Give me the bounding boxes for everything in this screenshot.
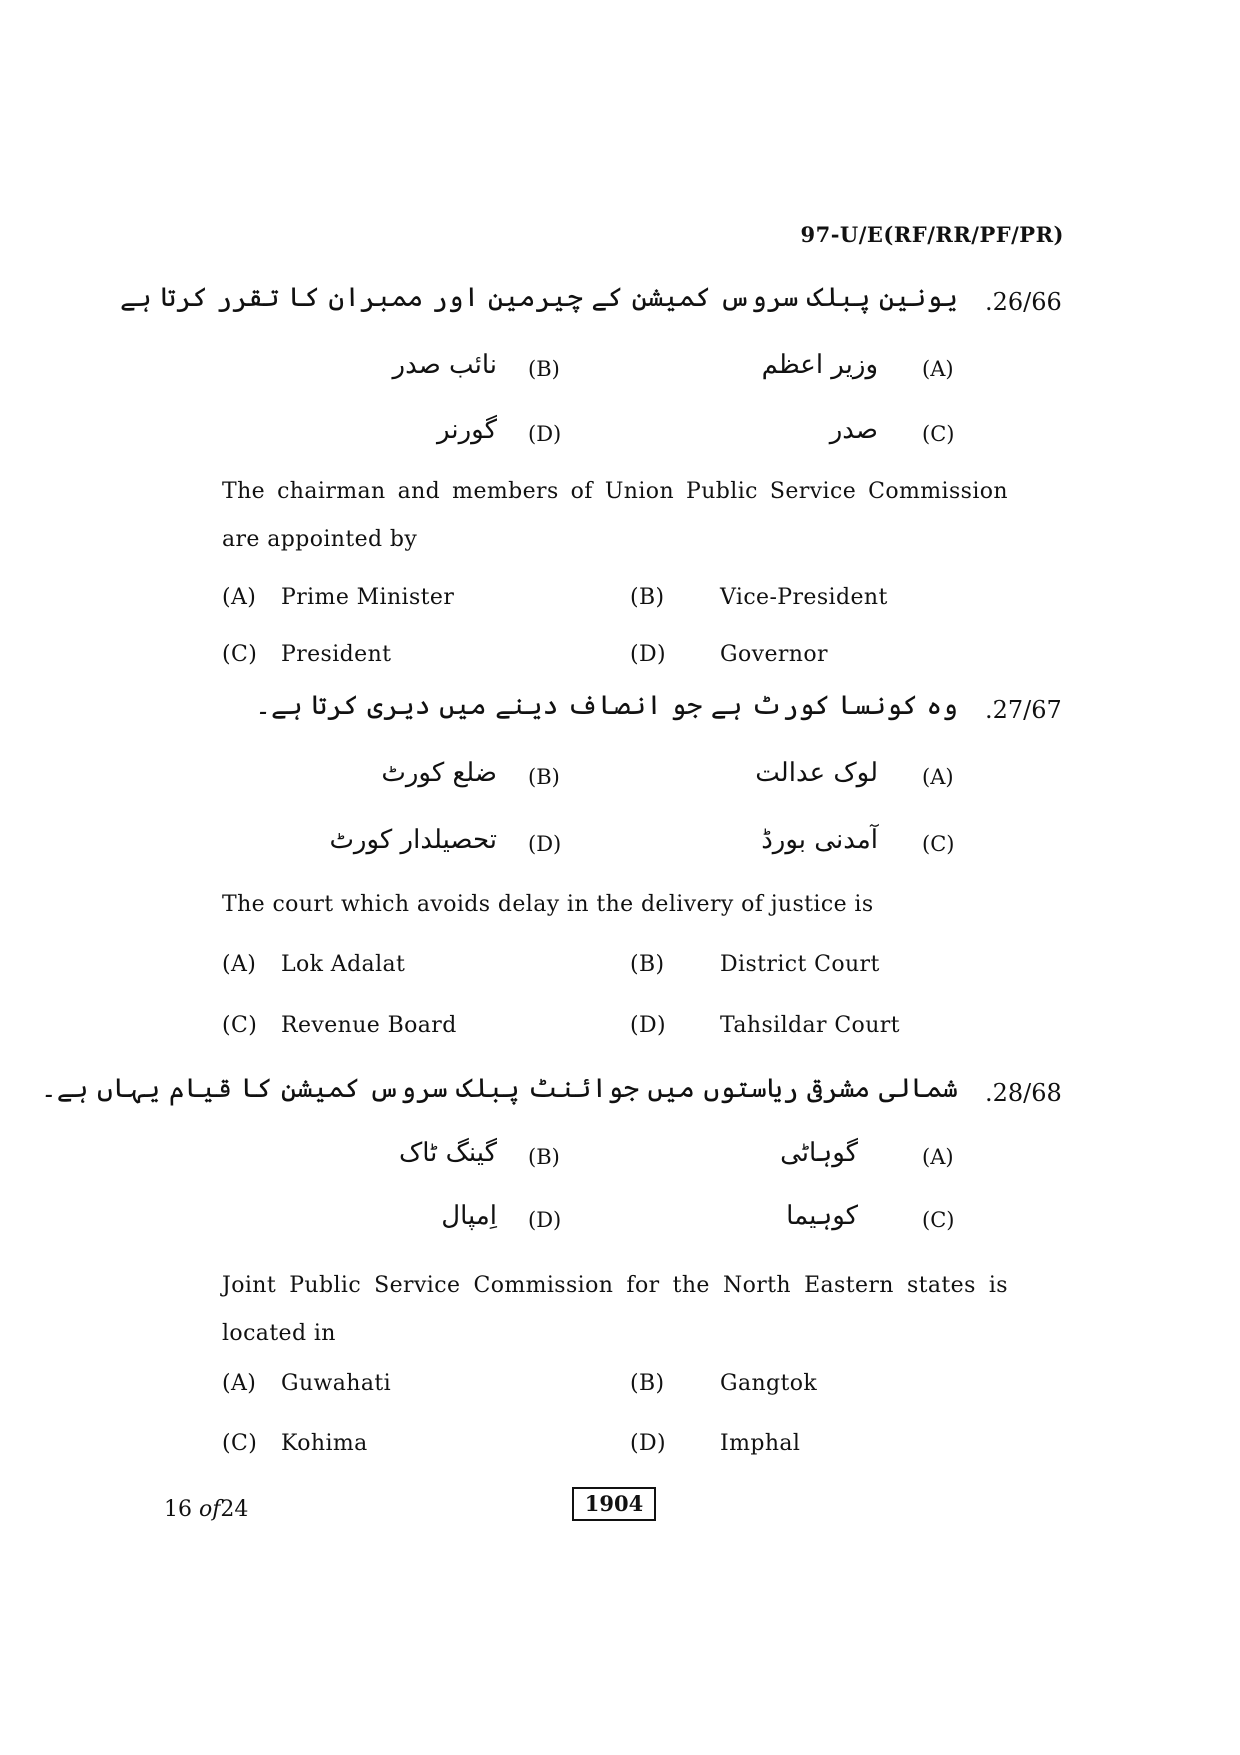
english-question: The chairman and members of Union Public Service Commission are appointed by	[222, 479, 1008, 552]
english-option-a: Prime Minister	[281, 585, 455, 610]
english-option-c-tag: (C)	[222, 1431, 258, 1456]
urdu-option-a: وزیر اعظم	[761, 350, 878, 380]
english-option-b-tag: (B)	[630, 1371, 665, 1396]
urdu-option-c: صدر	[829, 415, 878, 445]
urdu-option-d: گورنر	[437, 415, 497, 445]
booklet-code: 1904	[572, 1487, 656, 1521]
english-option-c-tag: (C)	[222, 1013, 258, 1038]
urdu-question: یونین پبلک سروس کمیشن کے چیرمین اور ممبران کا تقرر کرتا ہے	[120, 282, 958, 313]
urdu-option-c-tag: (C)	[922, 832, 955, 856]
english-option-c: Revenue Board	[281, 1013, 457, 1038]
urdu-option-c: آمدنی بورڈ	[761, 825, 878, 855]
urdu-option-a-tag: (A)	[922, 357, 954, 381]
urdu-option-b-tag: (B)	[528, 1145, 560, 1169]
english-option-c: Kohima	[281, 1431, 368, 1456]
urdu-option-a-tag: (A)	[922, 765, 954, 789]
english-option-b: District Court	[720, 952, 880, 977]
english-option-d-tag: (D)	[630, 1013, 667, 1038]
english-option-d-tag: (D)	[630, 1431, 667, 1456]
urdu-option-a: لوک عدالت	[755, 758, 878, 788]
english-option-a-tag: (A)	[222, 952, 257, 977]
urdu-option-d: اِمپال	[441, 1201, 497, 1231]
english-option-a-tag: (A)	[222, 1371, 257, 1396]
english-question: Joint Public Service Commission for the North Eastern states is located in	[222, 1273, 1008, 1346]
urdu-option-b: نائب صدر	[392, 350, 497, 380]
english-question: The court which avoids delay in the delivery of justice is	[222, 892, 874, 917]
urdu-option-d-tag: (D)	[528, 422, 562, 446]
urdu-question: وہ کونسا کورٹ ہے جو انصاف دینے میں دیری کرتا ہے۔	[255, 690, 958, 721]
question-number: .27/67	[985, 696, 1062, 724]
urdu-option-d: تحصیلدار کورٹ	[329, 825, 497, 855]
urdu-option-d-tag: (D)	[528, 1208, 562, 1232]
english-option-b: Vice-President	[720, 585, 888, 610]
page-of: of	[199, 1497, 221, 1522]
urdu-option-c-tag: (C)	[922, 1208, 955, 1232]
urdu-option-d-tag: (D)	[528, 832, 562, 856]
english-option-a: Lok Adalat	[281, 952, 406, 977]
english-option-d-tag: (D)	[630, 642, 667, 667]
urdu-option-b-tag: (B)	[528, 765, 560, 789]
urdu-option-c-tag: (C)	[922, 422, 955, 446]
question-number: .28/68	[985, 1079, 1062, 1107]
urdu-option-b: گینگ ٹاک	[398, 1138, 497, 1168]
english-option-d: Tahsildar Court	[720, 1013, 900, 1038]
urdu-question: شمالی مشرقی ریاستوں میں جوائنٹ پبلک سروس کمیشن کا قیام یہاں ہے۔	[40, 1073, 958, 1104]
page-total: 24	[220, 1497, 249, 1522]
question-number: .26/66	[985, 288, 1062, 316]
english-option-d: Imphal	[720, 1431, 801, 1456]
english-option-a: Guwahati	[281, 1371, 392, 1396]
urdu-option-a: گوہاٹی	[780, 1138, 858, 1168]
english-option-b-tag: (B)	[630, 585, 665, 610]
english-option-b: Gangtok	[720, 1371, 818, 1396]
english-option-b-tag: (B)	[630, 952, 665, 977]
urdu-option-a-tag: (A)	[922, 1145, 954, 1169]
english-option-c-tag: (C)	[222, 642, 258, 667]
paper-code: 97-U/E(RF/RR/PF/PR)	[800, 222, 1064, 247]
urdu-option-b-tag: (B)	[528, 357, 560, 381]
page-indicator	[164, 1497, 248, 1522]
english-option-c: President	[281, 642, 392, 667]
urdu-option-c: کوہیما	[786, 1201, 858, 1231]
urdu-option-b: ضلع کورٹ	[381, 758, 497, 788]
english-option-a-tag: (A)	[222, 585, 257, 610]
page-current: 16	[164, 1497, 192, 1522]
english-option-d: Governor	[720, 642, 828, 667]
